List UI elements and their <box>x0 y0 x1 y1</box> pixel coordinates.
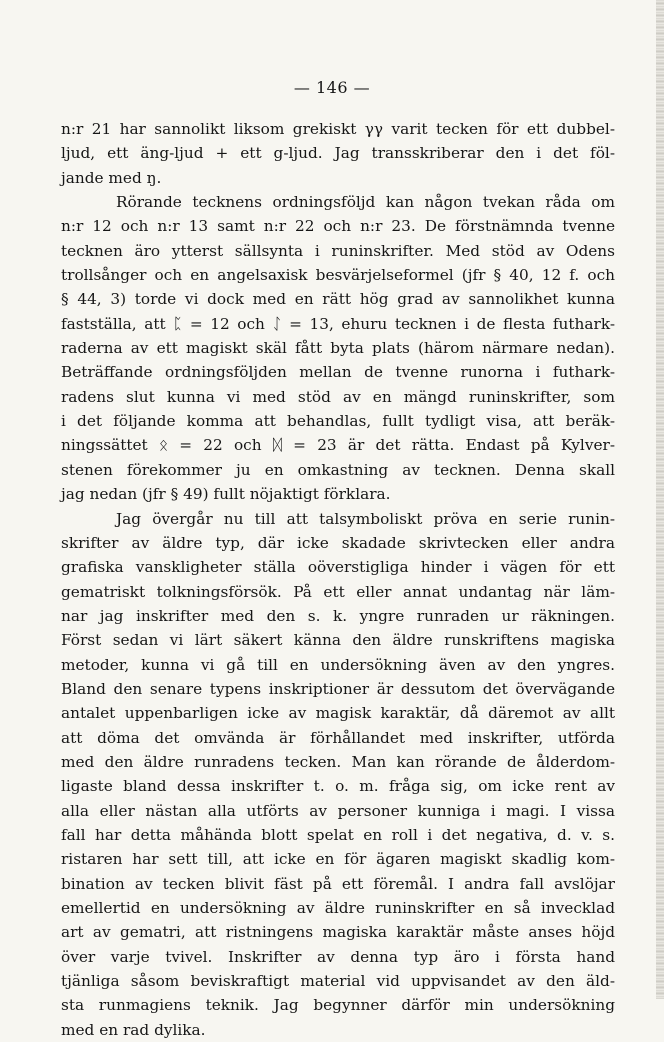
text-line: § 44, 3) torde vi dock med en rätt hög grad av sannolikhet kunna <box>61 290 615 309</box>
text-line: skrifter av äldre typ, där icke skadade skrivtecken eller andra <box>61 533 615 552</box>
text-line: över varje tvivel. Inskrifter av denna typ äro i första hand <box>61 947 615 966</box>
page-number: — 146 — <box>293 78 371 97</box>
text-line: grafiska vanskligheter ställa oöverstigliga hinder i vägen för ett <box>61 558 615 577</box>
text-line: radens slut kunna vi med stöd av en mängd runinskrifter, som <box>61 387 615 406</box>
text-line: fall har detta måhända blott spelat en roll i det negativa, d. v. s. <box>61 825 615 844</box>
paragraph-start: Jag övergår nu till att talsymboliskt pröva en serie runin- <box>116 509 615 528</box>
text-line: art av gematri, att ristningens magiska karaktär måste anses höjd <box>61 923 615 942</box>
text-line: alla eller nästan alla utförts av personer kunniga i magi. I vissa <box>61 801 615 820</box>
text-line: nar jag inskrifter med den s. k. yngre runraden ur räkningen. <box>61 606 615 625</box>
text-line: stenen förekommer ju en omkastning av tecknen. Denna skall <box>61 460 615 479</box>
text-line: trollsånger och en angelsaxisk besvärjelseformel (jfr § 40, 12 f. och <box>61 266 615 285</box>
text-line: n:r 12 och n:r 13 samt n:r 22 och n:r 23. De förstnämnda tvenne <box>61 217 615 236</box>
text-line: tjänliga såsom beviskraftigt material vid uppvisandet av den äld- <box>61 972 615 991</box>
text-line: raderna av ett magiskt skäl fått byta plats (härom närmare nedan). <box>61 339 615 358</box>
text-line: Bland den senare typens inskriptioner är dessutom det övervägande <box>61 679 615 698</box>
text-line: sta runmagiens teknik. Jag begynner därför min undersökning <box>61 996 615 1015</box>
page-edge-shadow <box>656 0 664 999</box>
text-line: med en rad dylika. <box>61 1020 206 1039</box>
text-line: emellertid en undersökning av äldre runinskrifter en så invecklad <box>61 899 615 917</box>
text-line: jag nedan (jfr § 49) fullt nöjaktigt förklara. <box>61 485 391 504</box>
text-line: jande med ŋ. <box>61 168 162 187</box>
body-text <box>61 117 615 1042</box>
text-line: bination av tecken blivit fäst på ett föremål. I andra fall avslöjar <box>61 874 615 893</box>
text-line: metoder, kunna vi gå till en undersökning även av den yngres. <box>61 655 615 674</box>
text-line: gematriskt tolkningsförsök. På ett eller annat undantag när läm- <box>61 582 615 601</box>
text-line: n:r 21 har sannolikt liksom grekiskt γγ varit tecken för ett dubbel- <box>61 120 615 138</box>
text-line-with-runes: ningssättet ᛟ = 22 och ᛞ = 23 är det rätta. Endast på Kylver- <box>61 436 615 455</box>
text-line: Beträffande ordningsföljden mellan de tvenne runorna i futhark- <box>61 363 615 382</box>
text-line: Först sedan vi lärt säkert känna den äldre runskriftens magiska <box>61 631 615 650</box>
text-line: antalet uppenbarligen icke av magisk karaktär, då däremot av allt <box>61 704 615 723</box>
text-line: ljud, ett äng-ljud + ett g-ljud. Jag transskriberar den i det föl- <box>61 144 615 163</box>
text-line-with-runes: fastställa, att ᛈ = 12 och ᛇ = 13, ehuru tecknen i de flesta futhark- <box>61 314 615 333</box>
text-line: att döma det omvända är förhållandet med inskrifter, utförda <box>61 728 615 747</box>
text-line: ligaste bland dessa inskrifter t. o. m. fråga sig, om icke rent av <box>61 777 615 796</box>
text-line: med den äldre runradens tecken. Man kan rörande de ålderdom- <box>61 752 615 771</box>
text-line: ristaren har sett till, att icke en för ägaren magiskt skadlig kom- <box>61 850 615 869</box>
text-line: tecknen äro ytterst sällsynta i runinskrifter. Med stöd av Odens <box>61 241 615 260</box>
text-line: i det följande komma att behandlas, fullt tydligt visa, att beräk- <box>61 412 615 431</box>
paragraph-start: Rörande tecknens ordningsföljd kan någon tvekan råda om <box>116 193 615 212</box>
